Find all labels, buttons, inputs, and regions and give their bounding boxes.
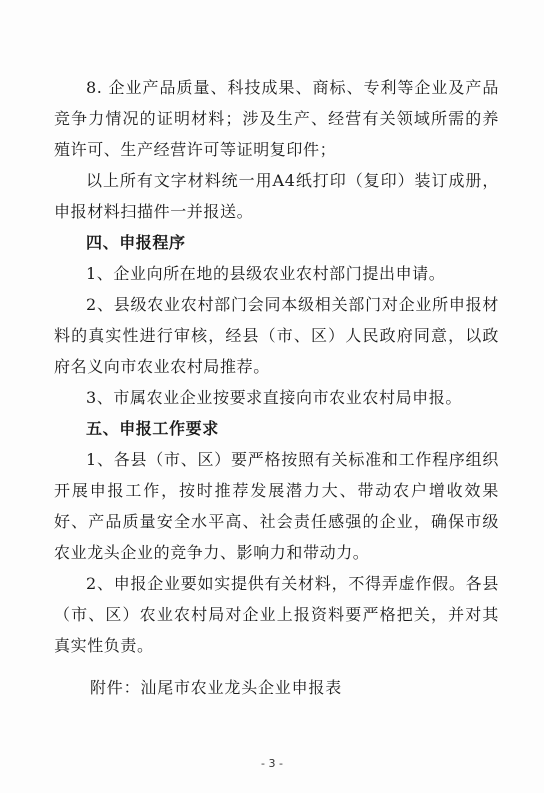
attachment-line: 附件：汕尾市农业龙头企业申报表 (90, 678, 343, 697)
section5-item-1: 1、各县（市、区）要严格按照有关标准和工作程序组织开展申报工作，按时推荐发展潜力大、带动农户增收效果好、产品质量安全水平高、社会责任感强的企业，确保市级农业龙头企业的竞争力、影响力和带动力。 (54, 450, 499, 562)
paragraph-item-8: 8. 企业产品质量、科技成果、商标、专利等企业及产品竞争力情况的证明材料；涉及生产、经营有关领域所需的养殖许可、生产经营许可等证明复印件； (54, 78, 499, 159)
document-body (54, 60, 499, 661)
section4-item-1: 1、企业向所在地的县级农业农村部门提出申请。 (86, 264, 446, 283)
section-heading-4: 四、申报程序 (86, 233, 186, 252)
section-heading-5: 五、申报工作要求 (86, 419, 219, 438)
paragraph-binding-note: 以上所有文字材料统一用A4纸打印（复印）装订成册，申报材料扫描件一并报送。 (54, 171, 499, 221)
page-number: - 3 - (261, 757, 283, 770)
section5-item-2: 2、申报企业要如实提供有关材料，不得弄虚作假。各县（市、区）农业农村局对企业上报资料要严格把关，并对其真实性负责。 (54, 574, 499, 655)
section4-item-3: 3、市属农业企业按要求直接向市农业农村局申报。 (86, 388, 462, 407)
section4-item-2: 2、县级农业农村部门会同本级相关部门对企业所申报材料的真实性进行审核，经县（市、区）人民政府同意，以政府名义向市农业农村局推荐。 (54, 295, 499, 376)
